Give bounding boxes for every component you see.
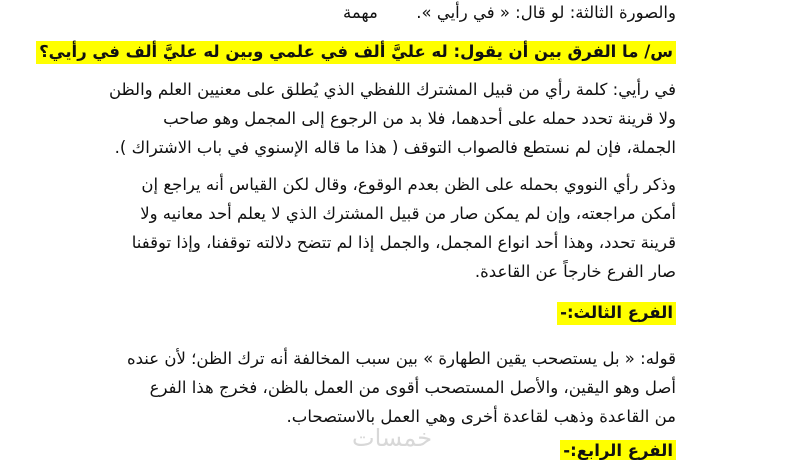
heading-fourth-branch	[560, 440, 676, 460]
paragraph3-line-2: أصل وهو اليقين، والأصل المستصحب أقوى من العمل بالظن، فخرج هذا الفرع	[149, 378, 676, 397]
paragraph2-line-4: صار الفرع خارجاً عن القاعدة.	[474, 262, 676, 281]
paragraph1-line-1: في رأيي: كلمة رأي من قبيل المشترك اللفظي الذي يُطلق على معنيين العلم والظن	[108, 80, 676, 99]
heading-third-branch	[557, 302, 676, 324]
header-line-text: والصورة الثالثة: لو قال: « في رأيي ».	[416, 3, 676, 22]
question-highlight: س/ ما الفرق بين أن يقول: له عليَّ ألف في علمي وبين له عليَّ ألف في رأيي؟	[36, 41, 676, 64]
paragraph1-line-3: الجملة، فإن لم نستطع فالصواب التوقف ( هذا ما قاله الإسنوي في باب الاشتراك ).	[114, 138, 676, 157]
paragraph2-line-2: أمكن مراجعته، وإن لم يمكن صار من قبيل المشترك الذي لا يعلم أحد معانيه ولا	[140, 204, 676, 223]
heading-third-branch-highlight: الفرع الثالث:-	[557, 302, 676, 325]
paragraph2-line-1: وذكر رأي النووي بحمله على الظن بعدم الوقوع، وقال لكن القياس أنه يراجع إن	[141, 175, 676, 194]
paragraph3-line-1: قوله: « بل يستصحب يقين الطهارة » بين سبب المخالفة أنه ترك الظن؛ لأن عنده	[127, 349, 676, 368]
header-tag: مهمة	[343, 3, 378, 22]
watermark-logo: خمسات	[352, 424, 433, 452]
question-line	[36, 41, 676, 63]
paragraph1-line-2: ولا قرينة تحدد حمله على أحدهما، فلا بد من الرجوع إلى المجمل وهو صاحب	[163, 109, 676, 128]
heading-fourth-branch-highlight: الفرع الرابع:-	[560, 440, 676, 460]
header-line	[416, 2, 676, 24]
paragraph3-line-3: من القاعدة وذهب لقاعدة أخرى وهي العمل بالاستصحاب.	[286, 407, 676, 426]
paragraph2-line-3: قرينة تحدد، وهذا أحد انواع المجمل، والجمل إذا لم تتضح دلالته توقفنا، وإذا توقفنا	[131, 233, 676, 252]
